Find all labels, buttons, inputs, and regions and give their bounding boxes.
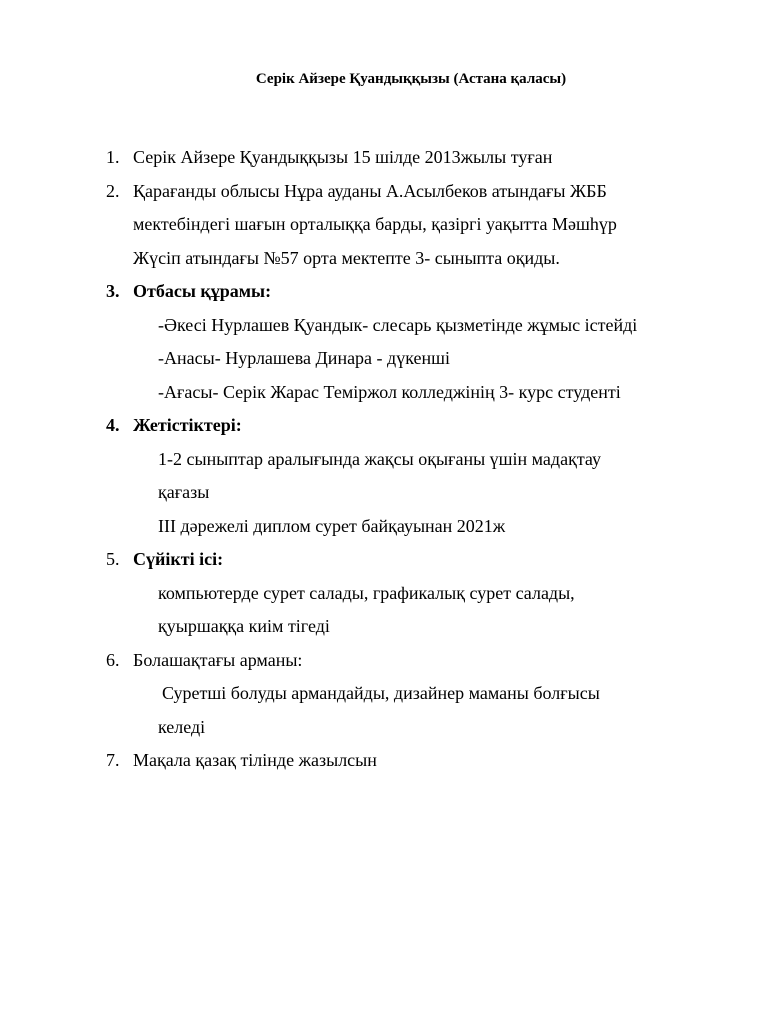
item-number: 1.	[106, 147, 120, 167]
list-item-birth	[106, 141, 746, 175]
list-item-hobby	[106, 543, 746, 577]
family-member-brother: -Ағасы- Серік Жарас Теміржол колледжінің 3- курс студенті	[158, 381, 621, 402]
item-number: 6.	[106, 649, 120, 670]
dream-text: Суретші болуды армандайды, дизайнер маманы болғысы	[162, 683, 600, 703]
list-item-school	[106, 175, 746, 209]
dream-text: келеді	[158, 716, 206, 737]
item-heading: Сүйікті ісі:	[133, 549, 224, 569]
item-continuation: Жүсіп атындағы №57 орта мектепте 3- сыныпта оқиды.	[133, 247, 560, 268]
list-item-achievements	[106, 409, 746, 443]
item-heading: Отбасы құрамы:	[133, 281, 272, 301]
item-text: Қарағанды облысы Нұра ауданы А.Асылбеков атындағы ЖББ	[133, 180, 607, 201]
item-text: Серік Айзере Қуандыққызы 15 шілде 2013жылы туған	[133, 147, 553, 167]
item-number: 5.	[106, 549, 120, 569]
item-number: 4.	[106, 415, 120, 435]
hobby-text: компьютерде сурет салады, графикалық сурет салады,	[158, 582, 575, 603]
biography-list	[106, 141, 746, 778]
family-member-mother: -Анасы- Нурлашева Динара - дүкенші	[158, 348, 450, 368]
achievement-text: ІІІ дәрежелі диплом сурет байқауынан 2021ж	[158, 515, 506, 536]
item-text: Мақала қазақ тілінде жазылсын	[133, 750, 377, 770]
list-item-family	[106, 275, 746, 309]
item-continuation: мектебіндегі шағын орталыққа барды, қазіргі уақытта Мәшһүр	[133, 214, 617, 234]
item-heading: Жетістіктері:	[133, 415, 242, 435]
achievement-text: 1-2 сыныптар аралығында жақсы оқығаны үшін мадақтау	[158, 448, 601, 469]
item-number: 2.	[106, 180, 120, 201]
family-member-father: -Әкесі Нурлашев Қуандык- слесарь қызметінде жұмыс істейді	[158, 314, 638, 335]
list-item-language	[106, 744, 746, 778]
hobby-text: қуыршаққа киім тігеді	[158, 616, 330, 636]
item-number: 3.	[106, 281, 120, 301]
item-text: Болашақтағы арманы:	[133, 649, 303, 670]
list-item-dream	[106, 644, 746, 678]
document-title: Серік Айзере Қуандыққызы (Астана қаласы)	[255, 71, 567, 87]
item-number: 7.	[106, 750, 120, 770]
achievement-text: қағазы	[158, 482, 210, 502]
